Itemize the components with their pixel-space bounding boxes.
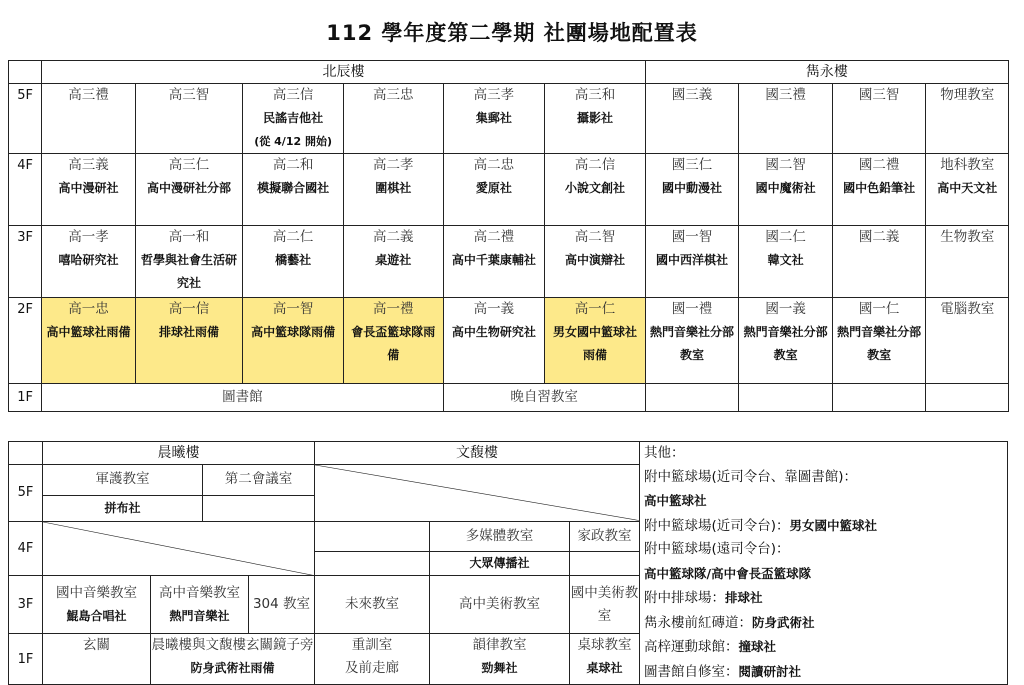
room-name: 高一禮 [372,301,414,317]
venue-label: 高梓運動球館： [644,639,739,655]
club-name: 集郵社 [475,111,512,125]
other-venue-line [644,660,1007,685]
room-name: 高二仁 [272,229,314,245]
room-cell [135,84,243,154]
floor-label: 4F [9,154,42,226]
room-cell [135,298,243,384]
room-name: 高二和 [272,157,314,173]
floor-label: 3F [9,226,42,298]
floor-label: 3F [9,576,43,634]
club-name: 國中動漫社 [662,181,723,195]
room-cell [832,226,926,298]
other-venue-line [644,586,1007,611]
building-header-north: 北辰樓 [42,61,646,84]
club-name: 哲學與社會生活研究社 [141,253,238,290]
room-cell [443,84,545,154]
club-name: 國中魔術社 [755,181,816,195]
empty-diagonal-cell [315,465,640,522]
empty-cell [315,552,430,576]
empty-cell [739,384,833,412]
club-name: 排球社 [725,590,763,605]
floor-label: 1F [9,384,42,412]
club-name: 熱門音樂社分部教室 [743,325,828,362]
room-cell [545,298,646,384]
room-cell: 多媒體教室 [430,521,570,552]
room-cell [42,298,136,384]
room-name: 物理教室 [940,87,995,103]
club-name: 高中籃球隊雨備 [251,325,336,339]
room-cell [135,226,243,298]
room-cell [343,298,443,384]
venue-label: 圖書館自修室： [644,663,739,680]
club-name: 高中千葉康輔社 [451,253,536,267]
room-cell: 未來教室 [315,576,430,634]
other-venues-heading: 其他： [644,445,685,461]
room-name: 高一信 [168,301,210,317]
club-name: 高中籃球隊/高中會長盃籃球隊 [644,565,812,581]
empty-cell [832,384,926,412]
floor-label: 2F [9,298,42,384]
room-name: 國三義 [671,87,713,103]
club-note: (從 4/12 開始) [254,135,332,148]
room-name: 地科教室 [940,157,995,173]
room-cell: 高中音樂教室 熱門音樂社 [151,576,249,634]
room-cell: 晨曦樓與文馥樓玄關鏡子旁 防身武術社雨備 [151,634,315,685]
room-cell [739,226,833,298]
club-name: 高中籃球社 [644,493,707,508]
room-cell [443,154,545,226]
club-name: 小說文創社 [564,181,625,195]
room-name: 高一孝 [68,229,109,245]
room-cell [926,154,1009,226]
room-cell: 桌球教室 桌球社 [570,634,640,685]
diagonal-line [43,522,314,576]
room-name: 國二仁 [765,229,806,245]
venue-label: 雋永樓前紅磚道： [644,614,752,631]
other-venue-line [644,611,1007,636]
floor-label: 4F [9,521,43,576]
chen-wen-table [8,441,1008,685]
diagonal-line [315,465,639,521]
room-cell [926,226,1009,298]
room-name: 國二義 [858,229,900,245]
room-name: 電腦教室 [940,301,995,317]
room-cell: 高中美術教室 [430,576,570,634]
room-name: 高一忠 [68,301,109,317]
venue-label: 附中籃球場(遠司令台)： [644,541,790,557]
other-venue-line [644,562,1007,587]
venue-label: 附中排球場： [644,590,725,606]
room-cell [832,84,926,154]
club-name: 高中演辯社 [564,253,625,267]
library-cell: 圖書館 [42,384,443,412]
room-name: 國三智 [858,87,900,103]
club-name: 模擬聯合國社 [257,181,330,195]
club-name: 桌遊社 [375,253,412,267]
room-cell: 家政教室 [570,521,640,552]
club-name: 橋藝社 [275,253,312,267]
other-venue-line [644,489,1007,514]
club-name: 男女國中籃球社 [789,517,878,533]
room-name: 高二信 [574,157,616,173]
floor-label: 1F [9,634,43,685]
room-cell [42,84,136,154]
club-name: 撞球社 [738,639,777,654]
room-name: 高二禮 [473,229,515,245]
room-cell [243,298,344,384]
room-cell [545,154,646,226]
other-venues-panel [640,442,1008,685]
room-name: 高二義 [372,229,414,245]
room-name: 生物教室 [940,229,995,245]
club-name: 嘻哈研究社 [58,253,119,267]
club-name: 圍棋社 [375,181,412,195]
club-name: 高中漫研社 [58,181,119,195]
club-name: 韓文社 [767,253,804,267]
club-name: 攝影社 [576,111,613,125]
empty-cell [315,521,430,552]
room-name: 高三仁 [168,157,210,173]
corner-cell [9,61,42,84]
room-name: 高三禮 [68,87,109,103]
room-cell: 重訓室 及前走廊 [315,634,430,685]
club-name: 民謠吉他社 [263,111,324,125]
room-name: 高三智 [168,87,210,103]
room-cell [926,298,1009,384]
room-name: 高三忠 [372,87,414,103]
room-name: 國二禮 [858,157,900,173]
room-cell [42,226,136,298]
corner-cell [9,442,43,465]
club-name: 防身武術社 [752,614,815,630]
club-name: 拼布社 [43,495,203,521]
room-name: 國一義 [765,301,806,317]
club-name: 熱門音樂社分部教室 [650,325,735,362]
room-name: 高二孝 [372,157,414,173]
room-cell: 玄關 [43,634,151,685]
club-name: 會長盃籃球隊雨備 [351,325,436,362]
empty-cell [926,384,1009,412]
north-jun-table [8,60,1009,412]
room-name: 高一義 [473,301,515,317]
room-name: 高一仁 [574,301,616,317]
other-venue-line [644,466,1007,490]
venue-label: 附中籃球場(近司令台)： [644,517,790,534]
room-cell [739,298,833,384]
club-name: 愛原社 [475,181,512,195]
room-cell: 韻律教室 勁舞社 [430,634,570,685]
club-name: 高中天文社 [937,181,998,195]
room-cell [343,226,443,298]
room-cell [645,154,739,226]
room-cell [343,84,443,154]
club-name: 國中色鉛筆社 [843,181,916,195]
room-cell [739,154,833,226]
room-name: 高二忠 [473,157,515,173]
room-cell [42,154,136,226]
room-name: 高二智 [574,229,616,245]
page-title: 112 學年度第二學期 社團場地配置表 [326,21,698,45]
room-cell: 國中美術教室 [570,576,640,634]
room-name: 國三禮 [765,87,806,103]
room-cell [832,298,926,384]
room-cell [545,84,646,154]
room-cell: 第二會議室 [203,465,315,496]
room-cell [135,154,243,226]
room-cell [832,154,926,226]
room-cell: 304 教室 [249,576,315,634]
club-name: 高中漫研社分部 [147,181,232,195]
other-venue-line [644,538,1007,562]
other-venue-line [644,635,1007,660]
empty-cell [645,384,739,412]
room-name: 高一智 [272,301,314,317]
venue-label: 附中籃球場(近司令台、靠圖書館)： [644,468,858,485]
room-cell [645,298,739,384]
empty-diagonal-cell [43,521,315,576]
study-room-cell: 晚自習教室 [443,384,645,412]
building-header-jun: 雋永樓 [645,61,1008,84]
room-cell [243,154,344,226]
room-cell [243,226,344,298]
club-name: 男女國中籃球社雨備 [552,325,637,362]
floor-label: 5F [9,84,42,154]
floor-label: 5F [9,465,43,522]
club-name: 排球社雨備 [159,325,220,339]
empty-cell [203,495,315,521]
room-cell [243,84,344,154]
room-name: 國三仁 [671,157,713,173]
room-cell [545,226,646,298]
room-cell [443,226,545,298]
room-cell [926,84,1009,154]
room-cell [443,298,545,384]
club-name: 高中籃球社雨備 [46,325,131,339]
room-cell [739,84,833,154]
room-name: 高一和 [168,229,210,245]
room-cell [645,226,739,298]
club-name: 大眾傳播社 [430,552,570,576]
club-name: 高中生物研究社 [451,325,536,339]
room-cell: 國中音樂教室 鯤島合唱社 [43,576,151,634]
room-name: 高三孝 [473,87,515,103]
club-name: 國中西洋棋社 [656,253,729,267]
room-cell [343,154,443,226]
empty-cell [570,552,640,576]
room-name: 國二智 [765,157,806,173]
room-name: 國一智 [671,229,713,245]
room-name: 國一禮 [671,301,713,317]
club-name: 閱讀研討社 [738,663,802,679]
room-name: 高三義 [68,157,109,173]
room-name: 高三信 [272,87,314,103]
building-header-chen: 晨曦樓 [43,442,315,465]
room-name: 高三和 [574,87,616,103]
other-venue-line [644,514,1007,539]
building-header-wen: 文馥樓 [315,442,640,465]
room-cell [645,84,739,154]
room-name: 國一仁 [858,301,900,317]
room-cell: 軍護教室 [43,465,203,496]
club-name: 熱門音樂社分部教室 [837,325,922,362]
